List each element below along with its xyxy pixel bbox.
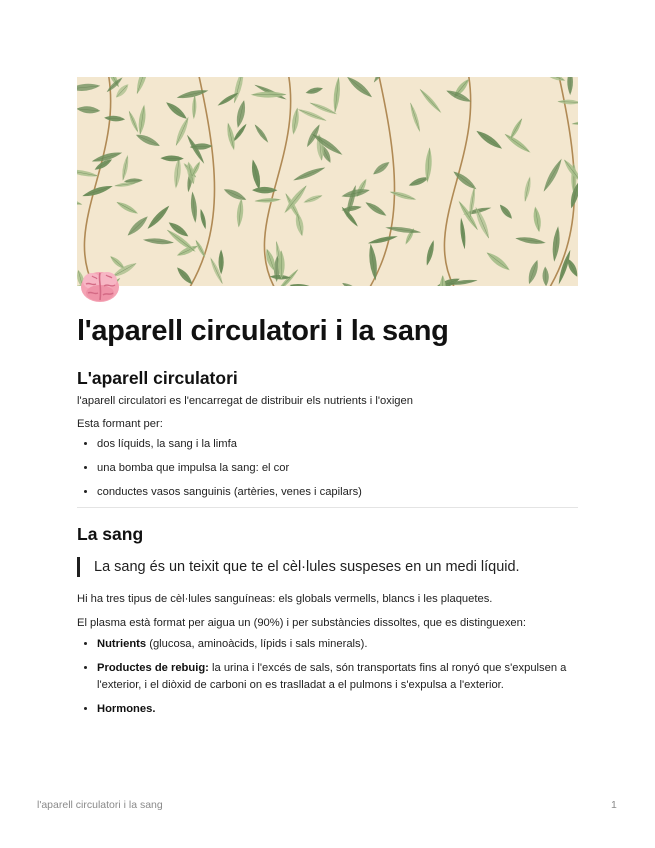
willow-leaf-pattern: [77, 77, 578, 286]
paragraph-intro: l'aparell circulatori es l'encarregat de distribuir els nutrients i l'oxigen: [77, 395, 413, 407]
divider: [77, 507, 578, 508]
list-item: [97, 636, 578, 653]
list-item: [97, 660, 578, 694]
section-heading-la-sang: La sang: [77, 524, 144, 544]
list-item-bold: Nutrients: [97, 638, 147, 650]
list-item-bold: Productes de rebuig:: [97, 662, 209, 674]
list-item: • dos líquids, la sang i la limfa: [97, 436, 578, 453]
list-components: [77, 436, 578, 501]
page-title: l'aparell circulatori i la sang: [77, 315, 449, 347]
list-item-text: la urina i l'excés de sals, són transportats fins al ronyó que s'expulsen a l'exterior, i el diòxid de carboni on es traslladat a el pulmons i s'expulsa a l'exterior.: [97, 662, 567, 691]
paragraph-tipus-cellules: Hi ha tres tipus de cèl·lules sanguíneas: els globals vermells, blancs i les plaquetes.: [77, 593, 493, 605]
footer-title: l'aparell circulatori i la sang: [37, 799, 163, 811]
section-heading-aparell-circulatori: L'aparell circulatori: [77, 368, 238, 388]
paragraph-plasma: El plasma està format per aigua un (90%) i per substàncies dissoltes, que es distinguexen:: [77, 617, 526, 629]
paragraph-esta-formant: Esta formant per:: [77, 418, 163, 430]
list-item: • conductes vasos sanguinis (artèries, venes i capilars): [97, 484, 578, 501]
quote-block: La sang és un teixit que te el cèl·lules suspeses en un medi líquid.: [77, 557, 578, 577]
list-item-bold: Hormones.: [97, 703, 156, 715]
brain-icon: [78, 266, 122, 306]
footer-page-number: 1: [611, 799, 617, 811]
list-item: [97, 701, 578, 718]
cover-image: [77, 77, 578, 286]
page-content: [77, 312, 578, 718]
list-substances: [77, 636, 578, 718]
list-item: • una bomba que impulsa la sang: el cor: [97, 460, 578, 477]
list-item-text: (glucosa, aminoàcids, lípids i sals minerals).: [146, 638, 368, 650]
